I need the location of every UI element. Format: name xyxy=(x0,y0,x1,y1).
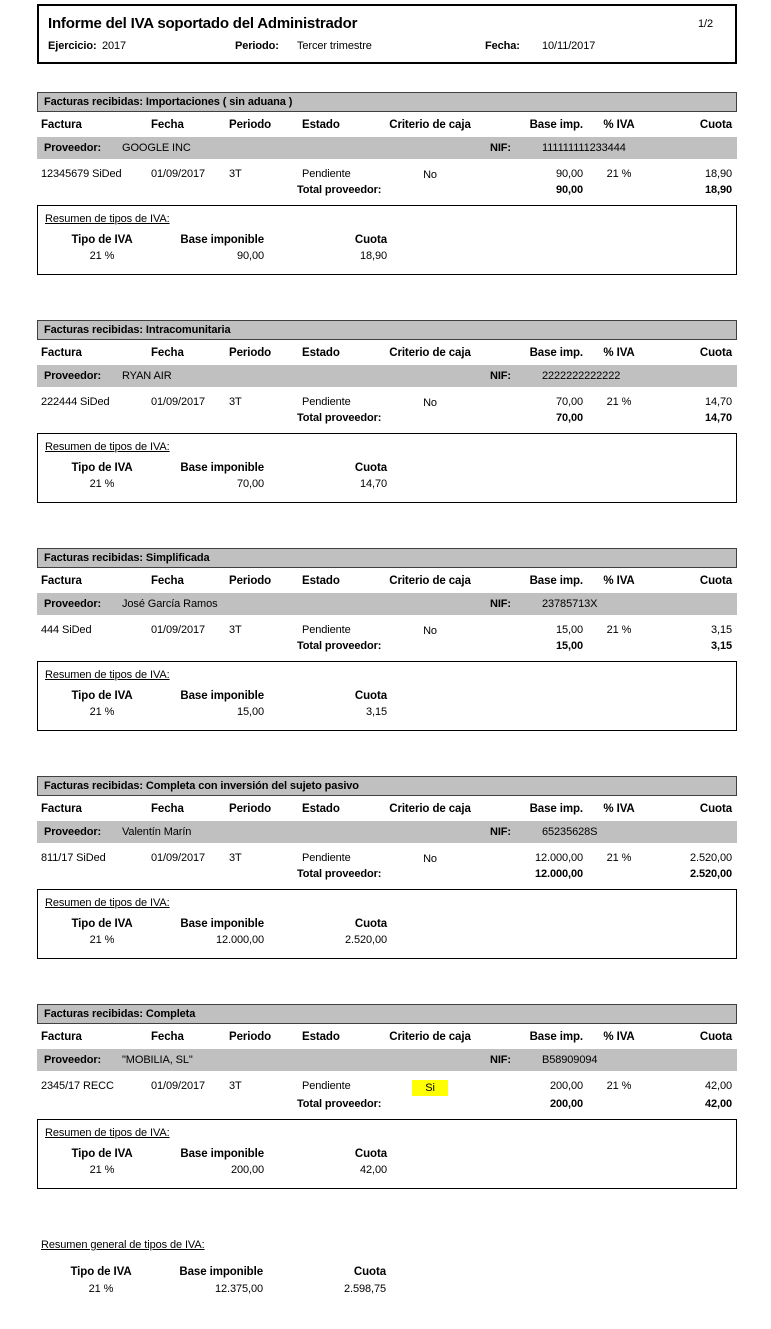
vat-value-cuota: 14,70 xyxy=(359,478,387,490)
section-title-bar xyxy=(37,548,737,568)
invoice-sections-container xyxy=(37,92,737,1189)
col-base-imp: Base imp. xyxy=(529,119,583,131)
section-title-bar xyxy=(37,320,737,340)
provider-row xyxy=(37,593,737,615)
invoice-date: 01/09/2017 xyxy=(151,168,206,180)
vat-summary-table xyxy=(45,690,736,718)
invoice-iva: 21 % xyxy=(606,1080,632,1092)
total-row-spacer xyxy=(41,640,297,652)
vat-value-cuota: 2.520,00 xyxy=(344,934,387,946)
provider-name: GOOGLE INC xyxy=(122,142,191,154)
table-header-row xyxy=(37,1031,737,1043)
vat-col-cuota: Cuota xyxy=(354,1148,387,1160)
invoice-cuota: 18,90 xyxy=(704,168,732,180)
col-cuota: Cuota xyxy=(699,119,732,131)
col-pct-iva: % IVA xyxy=(603,803,635,815)
invoice-date: 01/09/2017 xyxy=(151,396,206,408)
vat-col-base: Base imponible xyxy=(180,690,264,702)
report-meta-row xyxy=(48,40,713,52)
invoice-cuota: 42,00 xyxy=(704,1080,732,1092)
col-fecha: Fecha xyxy=(151,575,184,587)
col-criterio-de-caja: Criterio de caja xyxy=(389,803,471,815)
field-fecha xyxy=(485,40,595,52)
total-base: 90,00 xyxy=(555,184,583,196)
invoice-period: 3T xyxy=(229,396,242,408)
total-base: 200,00 xyxy=(549,1098,583,1110)
vat-summary-title: Resumen de tipos de IVA: xyxy=(45,1127,170,1139)
general-summary xyxy=(37,1239,737,1295)
vat-col-base: Base imponible xyxy=(180,918,264,930)
col-pct-iva: % IVA xyxy=(603,1031,635,1043)
col-fecha: Fecha xyxy=(151,1031,184,1043)
vat-value-base: 12.000,00 xyxy=(215,934,264,946)
invoice-number: 12345679 SiDed xyxy=(41,168,122,180)
general-value-base: 12.375,00 xyxy=(214,1283,263,1295)
total-base: 15,00 xyxy=(555,640,583,652)
col-factura: Factura xyxy=(41,575,82,587)
total-iva-spacer xyxy=(583,184,655,196)
section-title: Facturas recibidas: Completa xyxy=(44,1008,196,1020)
total-cuota: 18,90 xyxy=(704,184,732,196)
col-estado: Estado xyxy=(302,1031,340,1043)
invoice-status: Pendiente xyxy=(302,168,351,180)
invoice-status: Pendiente xyxy=(302,624,351,636)
invoice-number: 2345/17 RECC xyxy=(41,1080,114,1092)
invoice-cuota: 2.520,00 xyxy=(689,852,732,864)
invoice-section xyxy=(37,1004,737,1189)
fecha-label: Fecha: xyxy=(485,40,520,52)
total-base: 12.000,00 xyxy=(534,868,583,880)
invoice-row xyxy=(37,624,737,638)
vat-value-base: 15,00 xyxy=(236,706,264,718)
invoice-number: 222444 SiDed xyxy=(41,396,110,408)
invoice-row xyxy=(37,396,737,410)
invoice-criterio: No xyxy=(423,169,437,181)
invoice-period: 3T xyxy=(229,624,242,636)
total-iva-spacer xyxy=(583,640,655,652)
col-criterio-de-caja: Criterio de caja xyxy=(389,119,471,131)
vat-value-tipo: 21 % xyxy=(89,478,115,490)
invoice-row xyxy=(37,852,737,866)
vat-summary-table xyxy=(45,234,736,262)
invoice-criterio-cell xyxy=(377,396,483,410)
vat-summary-title: Resumen de tipos de IVA: xyxy=(45,897,170,909)
col-periodo: Periodo xyxy=(229,803,272,815)
provider-row xyxy=(37,821,737,843)
vat-summary-box xyxy=(37,1119,737,1189)
col-pct-iva: % IVA xyxy=(603,119,635,131)
nif-label: NIF: xyxy=(490,142,511,154)
vat-col-cuota: Cuota xyxy=(354,234,387,246)
col-cuota: Cuota xyxy=(699,803,732,815)
invoice-criterio: No xyxy=(423,397,437,409)
vat-summary-box xyxy=(37,661,737,731)
nif-value: 2222222222222 xyxy=(542,370,621,382)
total-cuota: 42,00 xyxy=(704,1098,732,1110)
general-summary-title: Resumen general de tipos de IVA: xyxy=(41,1239,205,1251)
vat-summary-title: Resumen de tipos de IVA: xyxy=(45,669,170,681)
nif-value: 65235628S xyxy=(542,826,598,838)
general-col-tipo: Tipo de IVA xyxy=(70,1266,132,1278)
invoice-criterio: No xyxy=(423,853,437,865)
provider-row xyxy=(37,137,737,159)
total-row-spacer xyxy=(41,184,297,196)
section-title: Facturas recibidas: Importaciones ( sin aduana ) xyxy=(44,96,293,108)
invoice-criterio-cell xyxy=(377,852,483,866)
provider-name: RYAN AIR xyxy=(122,370,172,382)
col-factura: Factura xyxy=(41,1031,82,1043)
col-pct-iva: % IVA xyxy=(603,347,635,359)
col-base-imp: Base imp. xyxy=(529,347,583,359)
provider-name: Valentín Marín xyxy=(122,826,192,838)
col-periodo: Periodo xyxy=(229,575,272,587)
provider-total-row xyxy=(37,412,737,424)
invoice-section xyxy=(37,776,737,959)
invoice-criterio: Si xyxy=(412,1080,448,1096)
col-factura: Factura xyxy=(41,803,82,815)
section-title: Facturas recibidas: Intracomunitaria xyxy=(44,324,231,336)
section-title-bar xyxy=(37,92,737,112)
col-estado: Estado xyxy=(302,575,340,587)
invoice-row xyxy=(37,168,737,182)
invoice-iva: 21 % xyxy=(606,396,632,408)
invoice-base: 200,00 xyxy=(549,1080,583,1092)
col-periodo: Periodo xyxy=(229,119,272,131)
vat-summary-table xyxy=(45,918,736,946)
col-cuota: Cuota xyxy=(699,575,732,587)
field-periodo xyxy=(235,40,485,52)
vat-col-cuota: Cuota xyxy=(354,918,387,930)
total-label: Total proveedor: xyxy=(297,412,382,424)
vat-col-base: Base imponible xyxy=(180,462,264,474)
invoice-base: 70,00 xyxy=(555,396,583,408)
vat-summary-box xyxy=(37,205,737,275)
invoice-base: 90,00 xyxy=(555,168,583,180)
vat-value-cuota: 42,00 xyxy=(359,1164,387,1176)
section-title: Facturas recibidas: Simplificada xyxy=(44,552,210,564)
invoice-iva: 21 % xyxy=(606,852,632,864)
fecha-value: 10/11/2017 xyxy=(542,40,596,52)
table-header-row xyxy=(37,119,737,131)
ejercicio-label: Ejercicio: xyxy=(48,40,97,52)
invoice-status: Pendiente xyxy=(302,396,351,408)
invoice-row xyxy=(37,1080,737,1096)
total-cuota: 3,15 xyxy=(710,640,732,652)
nif-label: NIF: xyxy=(490,826,511,838)
total-iva-spacer xyxy=(583,1098,655,1110)
provider-row xyxy=(37,1049,737,1071)
vat-value-base: 70,00 xyxy=(236,478,264,490)
vat-col-cuota: Cuota xyxy=(354,462,387,474)
invoice-cuota: 3,15 xyxy=(710,624,732,636)
provider-row xyxy=(37,365,737,387)
vat-value-cuota: 18,90 xyxy=(359,250,387,262)
col-periodo: Periodo xyxy=(229,1031,272,1043)
provider-name: "MOBILIA, SL" xyxy=(122,1054,193,1066)
nif-label: NIF: xyxy=(490,598,511,610)
vat-value-tipo: 21 % xyxy=(89,1164,115,1176)
periodo-label: Periodo: xyxy=(235,40,279,52)
invoice-number: 444 SiDed xyxy=(41,624,92,636)
col-cuota: Cuota xyxy=(699,347,732,359)
section-title-bar xyxy=(37,1004,737,1024)
invoice-iva: 21 % xyxy=(606,624,632,636)
report-header-top xyxy=(48,15,713,32)
invoice-date: 01/09/2017 xyxy=(151,852,206,864)
report-title: Informe del IVA soportado del Administrador xyxy=(48,15,358,32)
nif-value: B58909094 xyxy=(542,1054,598,1066)
vat-summary-title: Resumen de tipos de IVA: xyxy=(45,213,170,225)
total-row-spacer xyxy=(41,868,297,880)
total-label: Total proveedor: xyxy=(297,1098,382,1110)
general-summary-table xyxy=(41,1266,737,1295)
vat-summary-box xyxy=(37,433,737,503)
total-cuota: 14,70 xyxy=(704,412,732,424)
provider-label: Proveedor: xyxy=(44,370,102,382)
vat-col-base: Base imponible xyxy=(180,234,264,246)
invoice-base: 12.000,00 xyxy=(534,852,583,864)
vat-summary-box xyxy=(37,889,737,959)
vat-value-cuota: 3,15 xyxy=(365,706,387,718)
vat-col-base: Base imponible xyxy=(180,1148,264,1160)
general-value-tipo: 21 % xyxy=(88,1283,114,1295)
total-cuota: 2.520,00 xyxy=(689,868,732,880)
col-pct-iva: % IVA xyxy=(603,575,635,587)
provider-name: José García Ramos xyxy=(122,598,218,610)
nif-value: 23785713X xyxy=(542,598,598,610)
nif-label: NIF: xyxy=(490,370,511,382)
nif-value: 111111111233444 xyxy=(542,142,626,154)
table-header-row xyxy=(37,347,737,359)
col-factura: Factura xyxy=(41,119,82,131)
invoice-status: Pendiente xyxy=(302,1080,351,1092)
vat-col-cuota: Cuota xyxy=(354,690,387,702)
invoice-criterio-cell xyxy=(377,168,483,182)
section-title: Facturas recibidas: Completa con inversión del sujeto pasivo xyxy=(44,780,359,792)
vat-col-tipo: Tipo de IVA xyxy=(71,462,133,474)
invoice-section xyxy=(37,320,737,503)
total-base: 70,00 xyxy=(555,412,583,424)
vat-value-tipo: 21 % xyxy=(89,706,115,718)
total-row-spacer xyxy=(41,1098,297,1110)
provider-total-row xyxy=(37,1098,737,1110)
vat-col-tipo: Tipo de IVA xyxy=(71,1148,133,1160)
invoice-section xyxy=(37,92,737,275)
col-fecha: Fecha xyxy=(151,347,184,359)
nif-label: NIF: xyxy=(490,1054,511,1066)
col-criterio-de-caja: Criterio de caja xyxy=(389,1031,471,1043)
total-label: Total proveedor: xyxy=(297,184,382,196)
field-ejercicio xyxy=(48,40,235,52)
col-periodo: Periodo xyxy=(229,347,272,359)
col-factura: Factura xyxy=(41,347,82,359)
vat-col-tipo: Tipo de IVA xyxy=(71,690,133,702)
col-criterio-de-caja: Criterio de caja xyxy=(389,347,471,359)
invoice-period: 3T xyxy=(229,168,242,180)
invoice-cuota: 14,70 xyxy=(704,396,732,408)
col-fecha: Fecha xyxy=(151,803,184,815)
total-label: Total proveedor: xyxy=(297,868,382,880)
total-label: Total proveedor: xyxy=(297,640,382,652)
invoice-date: 01/09/2017 xyxy=(151,1080,206,1092)
col-base-imp: Base imp. xyxy=(529,575,583,587)
invoice-period: 3T xyxy=(229,852,242,864)
provider-label: Proveedor: xyxy=(44,826,102,838)
col-cuota: Cuota xyxy=(699,1031,732,1043)
ejercicio-value: 2017 xyxy=(102,40,127,52)
provider-total-row xyxy=(37,868,737,880)
invoice-date: 01/09/2017 xyxy=(151,624,206,636)
table-header-row xyxy=(37,575,737,587)
vat-value-base: 90,00 xyxy=(236,250,264,262)
vat-value-base: 200,00 xyxy=(230,1164,264,1176)
invoice-section xyxy=(37,548,737,731)
general-col-cuota: Cuota xyxy=(353,1266,386,1278)
provider-label: Proveedor: xyxy=(44,1054,102,1066)
vat-col-tipo: Tipo de IVA xyxy=(71,234,133,246)
invoice-number: 811/17 SiDed xyxy=(41,852,106,864)
col-base-imp: Base imp. xyxy=(529,1031,583,1043)
vat-summary-title: Resumen de tipos de IVA: xyxy=(45,441,170,453)
vat-summary-table xyxy=(45,462,736,490)
col-estado: Estado xyxy=(302,803,340,815)
vat-summary-table xyxy=(45,1148,736,1176)
total-iva-spacer xyxy=(583,412,655,424)
provider-label: Proveedor: xyxy=(44,142,102,154)
table-header-row xyxy=(37,803,737,815)
page-number: 1/2 xyxy=(698,18,713,30)
periodo-value: Tercer trimestre xyxy=(297,40,372,52)
invoice-criterio-cell xyxy=(377,1080,483,1096)
invoice-criterio: No xyxy=(423,625,437,637)
col-fecha: Fecha xyxy=(151,119,184,131)
col-criterio-de-caja: Criterio de caja xyxy=(389,575,471,587)
provider-label: Proveedor: xyxy=(44,598,102,610)
col-base-imp: Base imp. xyxy=(529,803,583,815)
total-iva-spacer xyxy=(583,868,655,880)
invoice-status: Pendiente xyxy=(302,852,351,864)
col-estado: Estado xyxy=(302,119,340,131)
vat-value-tipo: 21 % xyxy=(89,250,115,262)
section-title-bar xyxy=(37,776,737,796)
provider-total-row xyxy=(37,640,737,652)
vat-value-tipo: 21 % xyxy=(89,934,115,946)
general-value-cuota: 2.598,75 xyxy=(343,1283,386,1295)
col-estado: Estado xyxy=(302,347,340,359)
general-col-base: Base imponible xyxy=(179,1266,263,1278)
vat-col-tipo: Tipo de IVA xyxy=(71,918,133,930)
invoice-iva: 21 % xyxy=(606,168,632,180)
invoice-base: 15,00 xyxy=(555,624,583,636)
provider-total-row xyxy=(37,184,737,196)
invoice-period: 3T xyxy=(229,1080,242,1092)
total-row-spacer xyxy=(41,412,297,424)
report-header-box xyxy=(37,4,737,64)
invoice-criterio-cell xyxy=(377,624,483,638)
